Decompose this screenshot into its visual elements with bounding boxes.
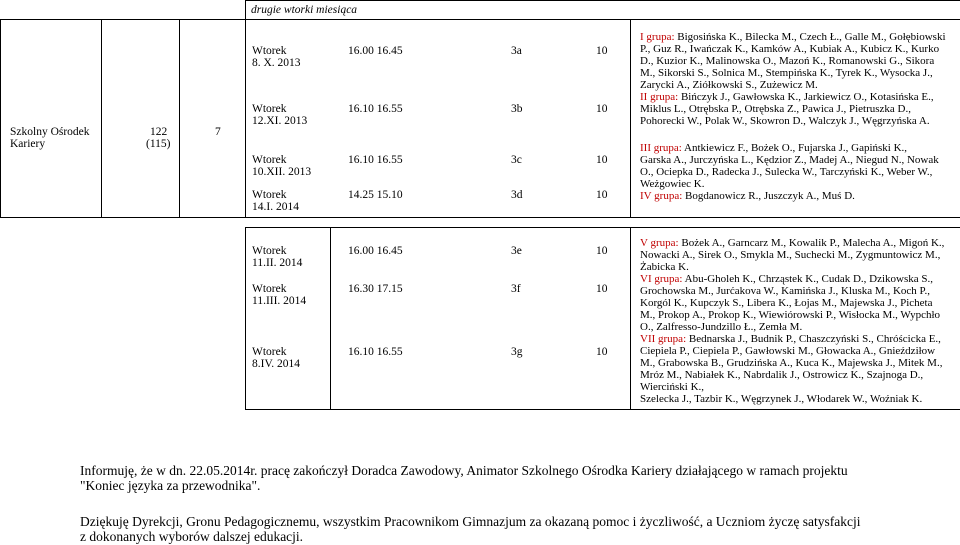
session-group: 3f [511,283,521,295]
closing-p1-line1: Informuję, że w dn. 22.05.2014r. pracę zakończył Doradca Zawodowy, Animator Szkolnego Ośrodka Kariery działającego w ramach projektu [80,463,848,478]
count: 7 [215,126,221,138]
closing-p1-line2: "Koniec języka za przewodnika". [80,478,261,493]
group-7-line-2: Ciepiela P., Ciepiela P., Gawłowski M., Głowacka A., Gnieździłow [640,345,936,357]
group-6-line-4: M., Prokop A., Prokop K., Wiewiórowski P., Wisłocka M., Wypchło [640,309,941,321]
group-1-line-5: Zarycki A., Ziółkowski S., Zużewicz M. [640,79,818,91]
group-6-line-5: O., Zalfresso-Jundzillo Ł., Zemła M. [640,321,803,333]
session-time: 16.00 16.45 [348,45,403,57]
closing-paragraph-1 [80,463,920,493]
session-group: 3b [511,103,523,115]
group-6-line-1: VI grupa: Abu-Gholeh K., Chrząstek K., Cudak D., Dzikowska S., [640,273,934,285]
session-hours: 10 [596,283,608,295]
session-day: Wtorek [252,245,287,257]
closing-p2-line1: Dziękuję Dyrekcji, Gronu Pedagogicznemu, wszystkim Pracownikom Gimnazjum za okazaną pomoc i życzliwość, a Uczniom życzę satysfakcji [80,514,861,529]
header-note: drugie wtorki miesiąca [251,4,358,16]
org-name-line1: Szkolny Ośrodek [10,126,90,138]
session-time: 14.25 15.10 [348,189,403,201]
group-5-line-3: Żabicka K. [640,261,689,273]
session-date: 10.XII. 2013 [252,166,312,178]
session-day: Wtorek [252,346,287,358]
session-group: 3d [511,189,523,201]
group-4-line-1: IV grupa: Bogdanowicz R., Juszczyk A., Muś D. [640,190,855,202]
group-7-line-5: Wierciński K., [640,381,705,393]
group-7-line-1: VII grupa: Bednarska J., Budnik P., Chaszczyński S., Chróścicka E., [640,333,941,345]
session-day: Wtorek [252,45,287,57]
session-hours: 10 [596,154,608,166]
group-7-line-4: Mróz M., Nabiałek K., Nabrdalik J., Ostrowicz K., Szajnoga D., [640,369,924,381]
group-5-line-2: Nowacki A., Sirek O., Smykla M., Suchecki M., Zygmuntowicz M., [640,249,941,261]
session-date: 12.XI. 2013 [252,115,308,127]
group-1-line-1: I grupa: Bigosińska K., Bilecka M., Czech Ł., Galle M., Gołębiowski [640,31,946,43]
students-count: 122 [150,126,168,138]
session-time: 16.10 16.55 [348,103,403,115]
session-time: 16.10 16.55 [348,346,403,358]
group-3-line-1: III grupa: Antkiewicz F., Bożek O., Fujarska J., Gapiński K., [640,142,908,154]
group-3-line-3: O., Ociepka D., Radecka J., Sulecka W., Tarczyński K., Weber W., [640,166,933,178]
session-day: Wtorek [252,189,287,201]
group-6-line-3: Korgól K., Kupczyk S., Libera K., Łojas M., Majewska J., Picheta [640,297,933,309]
session-hours: 10 [596,189,608,201]
group-7-line-3: M., Grabowska B., Grudzińska A., Kuca K., Majewska J., Mitek M., [640,357,943,369]
org-name-line2: Kariery [10,138,46,150]
session-time: 16.10 16.55 [348,154,403,166]
session-hours: 10 [596,103,608,115]
session-hours: 10 [596,45,608,57]
group-2-line-3: Pohorecki W., Polak W., Skowron D., Walczyk J., Węgrzyńska A. [640,115,930,127]
session-date: 8.IV. 2014 [252,358,301,370]
closing-p2-line2: z dokonanych wyborów dalszej edukacji. [80,529,304,544]
session-group: 3e [511,245,522,257]
session-day: Wtorek [252,154,287,166]
students-sub: (115) [146,138,171,150]
group-2-line-2: Miklus L., Otrębska P., Otrębska Z., Pawica J., Pietruszka D., [640,103,911,115]
session-day: Wtorek [252,103,287,115]
session-date: 8. X. 2013 [252,57,301,69]
group-5-line-1: V grupa: Bożek A., Garncarz M., Kowalik P., Malecha A., Migoń K., [640,237,945,249]
session-hours: 10 [596,346,608,358]
session-day: Wtorek [252,283,287,295]
group-1-line-3: D., Kuzior K., Malinowska O., Mazoń K., Romanowski G., Sikora [640,55,935,67]
group-6-line-2: Grochowska M., Jurćakova W., Kamińska J., Kluska M., Koch P., [640,285,930,297]
session-date: 11.II. 2014 [252,257,303,269]
group-3-line-4: Weżgowiec K. [640,178,705,190]
closing-paragraph-2 [80,514,920,544]
group-2-line-1: II grupa: Bińczyk J., Gawłowska K., Jarkiewicz O., Kotasińska E., [640,91,934,103]
session-time: 16.00 16.45 [348,245,403,257]
group-1-line-4: M., Sikorski S., Solnica M., Stempińska K., Tyrek K., Wysocka J., [640,67,933,79]
group-7-line-6: Szelecka J., Tazbir K., Węgrzynek J., Włodarek W., Woźniak K. [640,393,923,405]
session-date: 11.III. 2014 [252,295,307,307]
session-date: 14.I. 2014 [252,201,299,213]
group-1-line-2: P., Guz R., Iwańczak K., Kamków A., Kubiak A., Kubicz K., Kurko [640,43,940,55]
session-time: 16.30 17.15 [348,283,403,295]
session-group: 3c [511,154,522,166]
session-hours: 10 [596,245,608,257]
session-group: 3a [511,45,522,57]
session-group: 3g [511,346,523,358]
group-3-line-2: Garska A., Jurczyńska L., Kędzior Z., Madej A., Niegud N., Nowak [640,154,939,166]
